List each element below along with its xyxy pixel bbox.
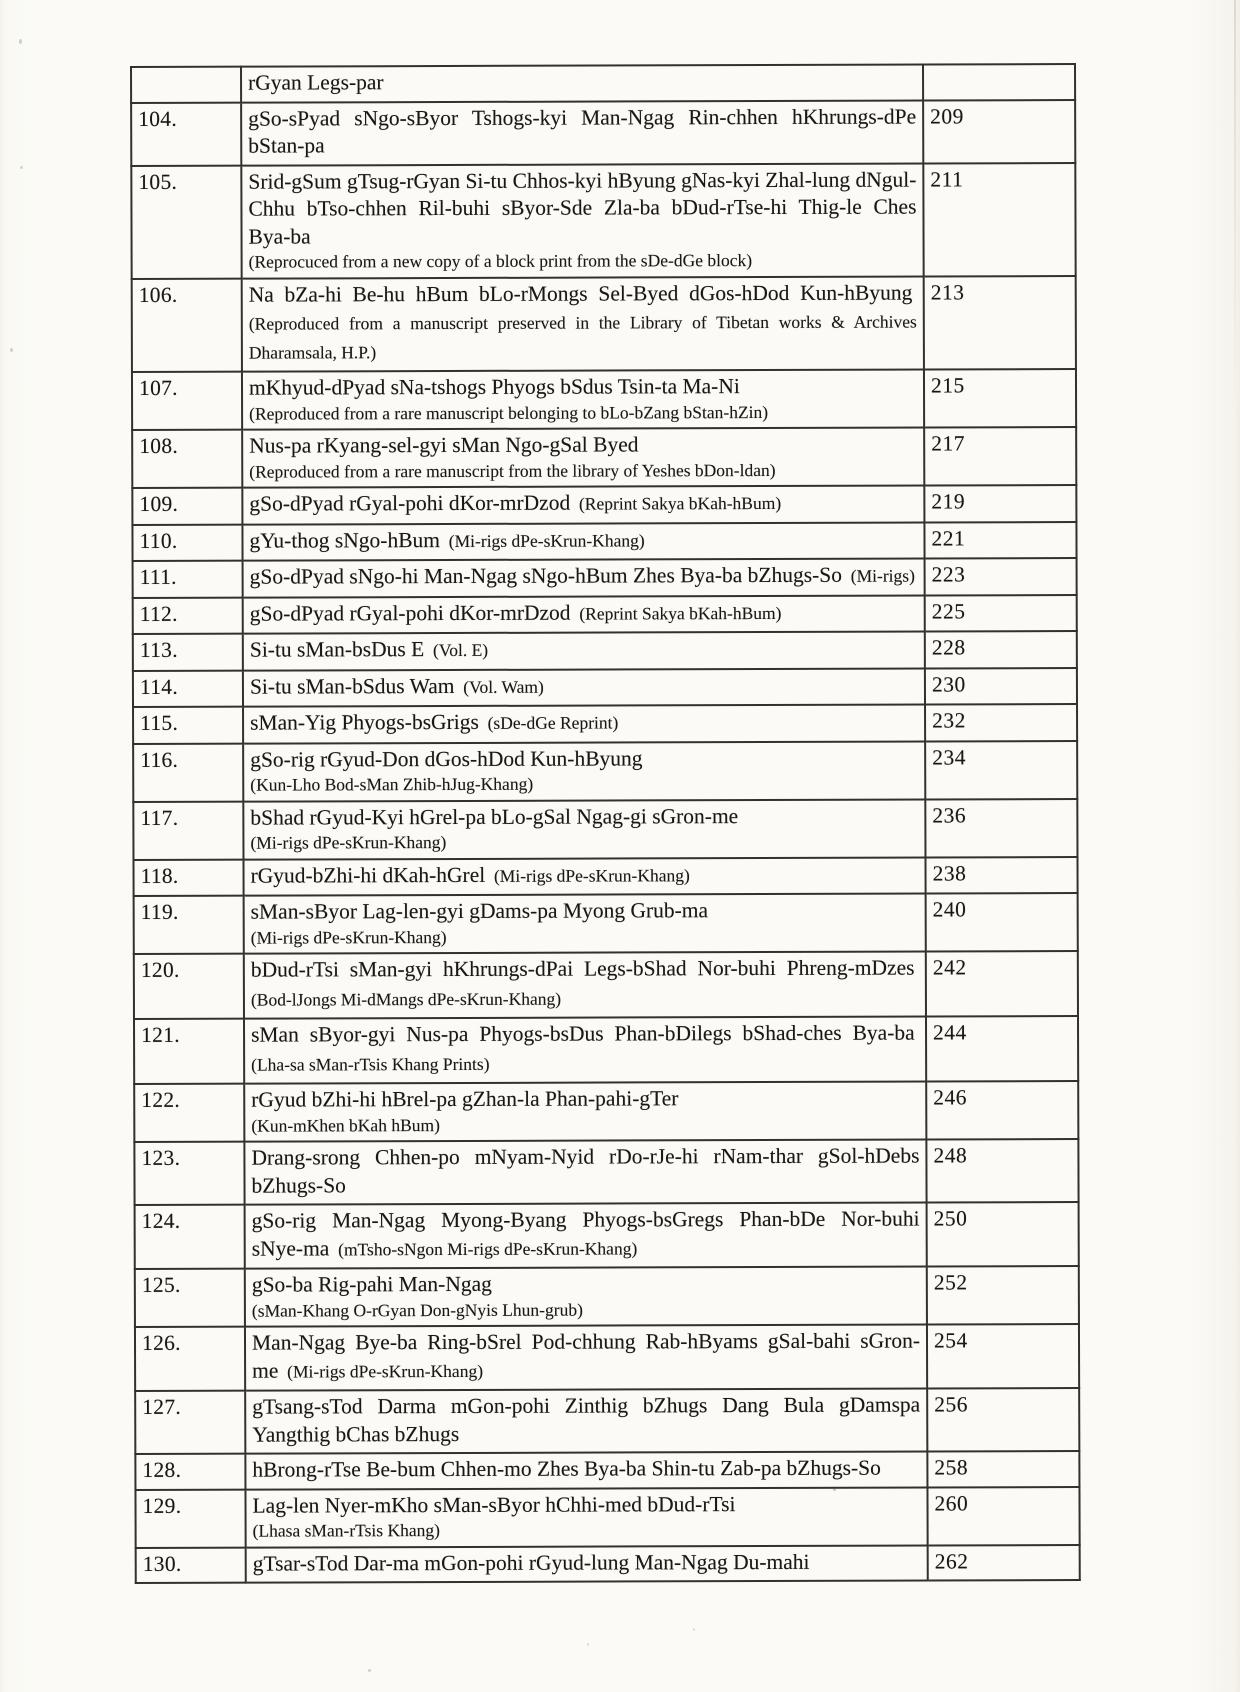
entry-title: rGyud bZhi-hi hBrel-pa gZhan-la Phan-pahi-gTer <box>251 1086 679 1112</box>
table-row <box>132 522 1076 561</box>
entry-number: 109. <box>132 488 242 525</box>
entry-title: Si-tu sMan-bSdus Wam <box>249 673 455 699</box>
entry-title-line <box>252 1270 920 1300</box>
entry-title-line <box>248 68 916 98</box>
scan-speck <box>833 1488 836 1491</box>
entry-page-number: 260 <box>927 1487 1079 1545</box>
entry-page-number: 223 <box>925 558 1077 595</box>
entry-number: 127. <box>135 1391 245 1454</box>
entry-title-line <box>250 635 918 666</box>
table-row <box>131 163 1075 279</box>
entry-title-cell <box>243 799 925 859</box>
entry-title-line <box>250 744 918 774</box>
entry-page-number: 240 <box>926 893 1078 951</box>
entry-title: gSo-rig Man-Ngag Myong-Byang Phyogs-bsGregs Phan-bDe Nor-buhi sNye-ma <box>251 1206 920 1261</box>
table-row <box>133 741 1077 802</box>
entry-title: gSo-dPyad rGyal-pohi dKor-mrDzod <box>249 600 571 626</box>
entry-number: 124. <box>135 1205 245 1269</box>
entry-number: 122. <box>134 1084 244 1142</box>
entry-title: Lag-len Nyer-mKho sMan-sByor hChhi-med bDud-rTsi <box>252 1491 736 1518</box>
entry-number: 120. <box>134 954 244 1019</box>
entry-title-line <box>249 279 917 367</box>
entry-title-cell <box>244 1017 926 1084</box>
entry-title: Si-tu sMan-bsDus E <box>249 637 425 662</box>
entry-title: bShad rGyud-Kyi hGrel-pa bLo-gSal Ngag-gi sGron-me <box>250 803 739 830</box>
entry-title: rGyan Legs-par <box>248 70 384 95</box>
entry-number: 128. <box>135 1454 245 1490</box>
entry-title-cell <box>243 741 925 801</box>
entry-page-number: 262 <box>928 1545 1080 1581</box>
entry-title: gYu-thog sNgo-hBum <box>249 527 441 553</box>
entry-page-number: 242 <box>926 951 1078 1016</box>
entry-number: 125. <box>135 1269 245 1327</box>
entry-number: 114. <box>133 670 243 707</box>
entry-number: 117. <box>133 801 243 859</box>
entry-page-number: 211 <box>923 163 1075 276</box>
entry-note: (Reprocuced from a new copy of a block print from the sDe-dGe block) <box>248 250 753 272</box>
entry-note: (Reproduced from a rare manuscript belonging to bLo-bZang bStan-hZin) <box>249 401 769 424</box>
entry-title-line <box>249 489 917 520</box>
entry-title-cell <box>242 428 924 488</box>
entry-page-number: 225 <box>925 595 1077 632</box>
entry-page-number: 215 <box>924 369 1076 427</box>
entry-title-line <box>251 1085 919 1115</box>
entry-title-line <box>251 897 919 927</box>
index-table <box>130 63 1081 1584</box>
entry-page-number: 217 <box>924 427 1076 485</box>
entry-number: 123. <box>134 1142 244 1205</box>
entry-number: 116. <box>133 743 243 801</box>
entry-note: (Mi-rigs dPe-sKrun-Khang) <box>250 926 447 948</box>
entry-number: 118. <box>133 859 243 896</box>
table-row <box>132 369 1076 430</box>
entry-title-cell <box>246 1545 928 1583</box>
entry-number: 111. <box>133 561 243 598</box>
table-row <box>135 1487 1079 1548</box>
scan-speck <box>20 166 23 169</box>
entry-title: gSo-dPyad rGyal-pohi dKor-mrDzod <box>249 490 571 516</box>
entry-inline-note: (mTsho-sNgon Mi-rigs dPe-sKrun-Khang) <box>329 1237 638 1259</box>
entry-title-line <box>252 1455 920 1485</box>
entry-title-cell <box>243 668 925 707</box>
table-row <box>134 1016 1078 1084</box>
entry-title-line <box>250 802 918 832</box>
entry-page-number: 230 <box>925 668 1077 705</box>
entry-title: Srid-gSum gTsug-rGyan Si-tu Chhos-kyi hByung gNas-kyi Zhal-lung dNgul-Chhu bTso-chhen Ril-buhi sByor-Sde Zla-ba bDud-rTse-hi Thig-le Ches Bya-ba <box>248 167 917 249</box>
entry-title-line <box>251 860 919 891</box>
entry-title-cell <box>241 100 923 165</box>
entry-title: bDud-rTsi sMan-gyi hKhrungs-dPai Legs-bShad Nor-buhi Phreng-mDzes <box>250 955 915 982</box>
table-row <box>134 893 1078 954</box>
entry-title-line <box>253 1548 921 1578</box>
entry-title: mKhyud-dPyad sNa-tshogs Phyogs bSdus Tsin-ta Ma-Ni <box>248 374 740 400</box>
entry-page-number: 258 <box>927 1451 1079 1487</box>
table-row <box>133 857 1077 896</box>
entry-title-cell <box>245 1389 927 1454</box>
scan-edge-streak <box>1234 0 1236 420</box>
entry-title-line <box>248 166 916 251</box>
entry-number: 104. <box>131 102 241 165</box>
entry-number: 112. <box>133 597 243 634</box>
entry-number: 126. <box>135 1327 245 1391</box>
table-row <box>134 1139 1078 1205</box>
entry-title-line <box>249 373 917 403</box>
entry-note: (Reproduced from a rare manuscript from the library of Yeshes bDon-ldan) <box>249 459 776 482</box>
entry-title: gSo-rig rGyud-Don dGos-hDod Kun-hByung <box>250 745 643 772</box>
table-row <box>132 276 1076 372</box>
entry-title: Nus-pa rKyang-sel-gyi sMan Ngo-gSal Byed <box>249 432 639 458</box>
entry-inline-note: (Mi-rigs dPe-sKrun-Khang) <box>485 864 690 886</box>
entry-number: 115. <box>133 707 243 744</box>
table-row <box>131 64 1075 102</box>
scan-speck <box>368 1669 371 1672</box>
entry-page-number: 252 <box>927 1266 1079 1324</box>
table-row <box>132 485 1076 524</box>
entry-title-cell <box>244 894 926 954</box>
entry-inline-note: (Reprint Sakya bKah-hBum) <box>570 492 782 514</box>
table-row <box>135 1202 1079 1269</box>
entry-number: 105. <box>131 165 241 278</box>
entry-title-cell <box>243 705 925 744</box>
entry-title: sMan sByor-gyi Nus-pa Phyogs-bsDus Phan-bDilegs bShad-ches Bya-ba <box>251 1020 915 1047</box>
entry-note: (Lhasa sMan-rTsis Khang) <box>252 1520 440 1541</box>
scan-speck <box>693 1628 695 1631</box>
entry-title-cell <box>242 522 924 561</box>
table-row <box>133 668 1077 707</box>
entry-title-line <box>248 103 916 160</box>
entry-page-number: 246 <box>926 1081 1078 1139</box>
entry-title-cell <box>245 1267 927 1327</box>
table-row <box>135 1324 1079 1391</box>
entry-title: sMan-Yig Phyogs-bsGrigs <box>250 709 479 735</box>
entry-title-cell <box>244 1140 926 1205</box>
entry-number: 129. <box>135 1489 245 1547</box>
entry-title-line <box>250 671 918 702</box>
entry-title-cell <box>245 1325 927 1391</box>
entry-page-number <box>923 64 1075 100</box>
entry-title-line <box>250 562 918 593</box>
entry-title-cell <box>243 559 925 598</box>
entry-number: 108. <box>132 430 242 488</box>
entry-inline-note: (Mi-rigs dPe-sKrun-Khang) <box>278 1360 484 1382</box>
entry-title-line <box>249 431 917 461</box>
entry-title-cell <box>245 1452 927 1490</box>
entry-note: (Kun-mKhen bKah hBum) <box>251 1114 440 1136</box>
entry-inline-note: (Bod-lJongs Mi-dMangs dPe-sKrun-Khang) <box>250 958 919 1010</box>
entry-title-cell <box>243 857 925 896</box>
entry-number: 130. <box>136 1547 246 1583</box>
entry-inline-note: (Mi-rigs dPe-sKrun-Khang) <box>439 529 645 551</box>
entry-title-line <box>251 1020 919 1079</box>
entry-title-line <box>251 1143 919 1200</box>
entry-page-number: 232 <box>925 704 1077 741</box>
entry-page-number: 248 <box>926 1139 1078 1202</box>
scan-speck <box>19 39 22 44</box>
entry-page-number: 254 <box>927 1324 1079 1388</box>
entry-title: Man-Ngag Bye-ba Ring-bSrel Pod-chhung Rab-hByams gSal-bahi sGron-me <box>251 1328 921 1383</box>
scan-speck <box>10 348 13 352</box>
entry-title: gSo-sPyad sNgo-sByor Tshogs-kyi Man-Ngag Rin-chhen hKhrungs-dPe bStan-pa <box>248 104 917 158</box>
entry-inline-note: (Lha-sa sMan-rTsis Khang Prints) <box>251 1023 920 1075</box>
table-row <box>136 1545 1080 1583</box>
entry-title-line <box>250 598 918 629</box>
entry-title-cell <box>242 370 924 430</box>
entry-title: gSo-ba Rig-pahi Man-Ngag <box>251 1271 492 1297</box>
entry-title-line <box>252 1328 920 1386</box>
entry-title-cell <box>243 632 925 671</box>
entry-page-number: 256 <box>927 1388 1079 1451</box>
entry-inline-note: (Reprint Sakya bKah-hBum) <box>570 602 782 624</box>
entry-page-number: 228 <box>925 631 1077 668</box>
entry-page-number: 221 <box>924 522 1076 559</box>
entry-title-cell <box>242 486 924 525</box>
entry-inline-note: (Vol. E) <box>424 639 489 661</box>
entry-page-number: 219 <box>924 485 1076 522</box>
entry-title: gTsang-sTod Darma mGon-pohi Zinthig bZhugs Dang Bula gDamspa Yangthig bChas bZhugs <box>252 1392 921 1447</box>
entry-inline-note: (Reproduced from a manuscript preserved in the Library of Tibetan works & Archives Dharamsala, H.P.) <box>248 283 917 363</box>
entry-page-number: 244 <box>926 1016 1078 1081</box>
table-row <box>135 1388 1079 1454</box>
entry-title-line <box>250 708 918 739</box>
entry-title-cell <box>241 65 923 103</box>
entry-number: 121. <box>134 1019 244 1084</box>
entry-title: rGyud-bZhi-hi dKah-hGrel <box>250 862 486 888</box>
entry-number: 113. <box>133 634 243 671</box>
entry-inline-note: (sDe-dGe Reprint) <box>478 712 619 733</box>
entry-title-line <box>251 955 919 1014</box>
entry-page-number: 209 <box>923 100 1075 163</box>
index-table-body <box>131 64 1080 1583</box>
entry-note: (sMan-Khang O-rGyan Don-gNyis Lhun-grub) <box>251 1299 583 1321</box>
table-row <box>133 595 1077 634</box>
entry-title-cell <box>245 1203 927 1269</box>
entry-title-cell <box>245 1487 927 1547</box>
entry-page-number: 250 <box>927 1202 1079 1266</box>
table-row <box>134 1081 1078 1142</box>
scan-speck <box>587 1643 589 1646</box>
entry-page-number: 236 <box>925 799 1077 857</box>
entry-title: gTsar-sTod Dar-ma mGon-pohi rGyud-lung Man-Ngag Du-mahi <box>252 1549 810 1576</box>
table-row <box>133 631 1077 670</box>
entry-note: (Mi-rigs dPe-sKrun-Khang) <box>250 832 447 853</box>
table-row <box>134 951 1078 1019</box>
entry-inline-note: (Vol. Wam) <box>454 676 544 697</box>
entry-page-number: 213 <box>924 276 1076 370</box>
entry-title-cell <box>241 163 923 278</box>
entry-title: sMan-sByor Lag-len-gyi gDams-pa Myong Grub-ma <box>250 898 709 924</box>
entry-title-cell <box>244 1082 926 1142</box>
entry-title-cell <box>242 276 924 372</box>
entry-page-number: 238 <box>925 857 1077 894</box>
entry-title-line <box>252 1392 920 1449</box>
entry-number: 107. <box>132 372 242 430</box>
entry-number: 106. <box>132 278 242 372</box>
entry-title: Drang-srong Chhen-po mNyam-Nyid rDo-rJe-hi rNam-thar gSol-hDebs bZhugs-So <box>251 1143 920 1198</box>
entry-note: (Kun-Lho Bod-sMan Zhib-hJug-Khang) <box>250 773 534 795</box>
entry-title: hBrong-rTse Be-bum Chhen-mo Zhes Bya-ba Shin-tu Zab-pa bZhugs-So <box>252 1455 881 1482</box>
table-row <box>133 799 1077 860</box>
entry-number <box>131 67 241 103</box>
entry-title-line <box>252 1206 920 1264</box>
entry-number: 110. <box>132 524 242 561</box>
entry-number: 119. <box>134 896 244 954</box>
entry-title-line <box>249 525 917 556</box>
entry-title: Na bZa-hi Be-hu hBum bLo-rMongs Sel-Byed dGos-hDod Kun-hByung <box>248 280 913 307</box>
table-row <box>133 704 1077 743</box>
table-row <box>132 427 1076 488</box>
entry-title-line <box>252 1490 920 1520</box>
table-row <box>131 100 1075 166</box>
entry-inline-note: (Mi-rigs) <box>841 565 915 586</box>
entry-title-cell <box>243 595 925 634</box>
table-row <box>135 1266 1079 1327</box>
entry-title-cell <box>244 952 926 1019</box>
entry-page-number: 234 <box>925 741 1077 799</box>
table-row <box>133 558 1077 597</box>
entry-title: gSo-dPyad sNgo-hi Man-Ngag sNgo-hBum Zhes Bya-ba bZhugs-So <box>249 562 843 589</box>
table-row <box>135 1451 1079 1489</box>
